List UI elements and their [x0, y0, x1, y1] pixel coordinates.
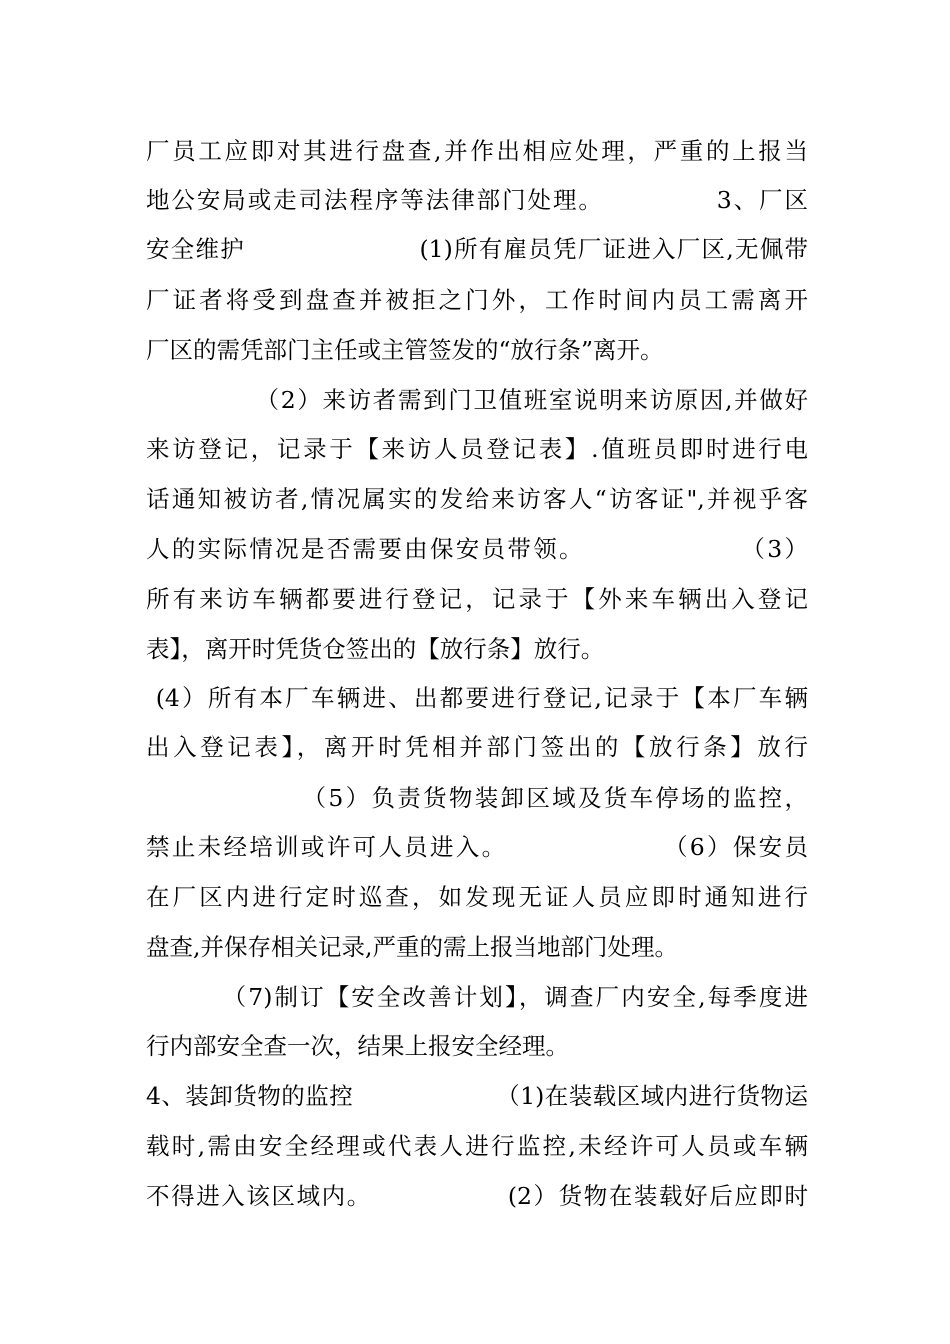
- text-line: 话通知被访者,情况属实的发给来访客人“访客证",并视乎客: [146, 485, 808, 513]
- text-line: 不得进入该区域内。 (2）货物在装载好后应即时: [146, 1182, 808, 1210]
- text-line: (4）所有本厂车辆进、出都要进行登记,记录于【本厂车辆: [146, 684, 808, 712]
- text-line: 厂证者将受到盘查并被拒之门外，工作时间内员工需离开: [146, 286, 808, 314]
- text-line: 厂区的需凭部门主任或主管签发的“放行条”离开。: [146, 336, 664, 364]
- text-line: 4、装卸货物的监控 （1)在装载区域内进行货物运: [146, 1082, 808, 1110]
- text-line: 盘查,并保存相关记录,严重的需上报当地部门处理。: [146, 933, 678, 961]
- text-line: 人的实际情况是否需要由保安员带领。 （3）: [146, 535, 808, 563]
- text-line: （7)制订【安全改善计划】，调查厂内安全,每季度进: [146, 983, 808, 1011]
- text-line: 来访登记，记录于【来访人员登记表】.值班员即时进行电: [146, 435, 808, 463]
- text-line: 厂员工应即对其进行盘查,并作出相应处理，严重的上报当: [146, 137, 808, 165]
- text-line: 行内部安全查一次，结果上报安全经理。: [146, 1032, 569, 1060]
- text-line: 禁止未经培训或许可人员进入。 （6）保安员: [146, 833, 808, 861]
- text-line: 在厂区内进行定时巡查，如发现无证人员应即时通知进行: [146, 883, 808, 911]
- text-line: 载时,需由安全经理或代表人进行监控,未经许可人员或车辆: [146, 1132, 808, 1160]
- text-line: （5）负责货物装卸区域及货车停场的监控，: [146, 784, 808, 812]
- text-line: 地公安局或走司法程序等法律部门处理。 3、厂区: [146, 186, 808, 214]
- text-line: 安全维护 (1)所有雇员凭厂证进入厂区,无佩带: [146, 235, 808, 263]
- text-line: 表】，离开时凭货仓签出的【放行条】放行。: [146, 635, 605, 663]
- text-line: （2）来访者需到门卫值班室说明来访原因,并做好: [146, 386, 808, 414]
- text-line: 出入登记表】，离开时凭相并部门签出的【放行条】放行: [146, 733, 808, 761]
- text-line: 所有来访车辆都要进行登记，记录于【外来车辆出入登记: [146, 585, 808, 613]
